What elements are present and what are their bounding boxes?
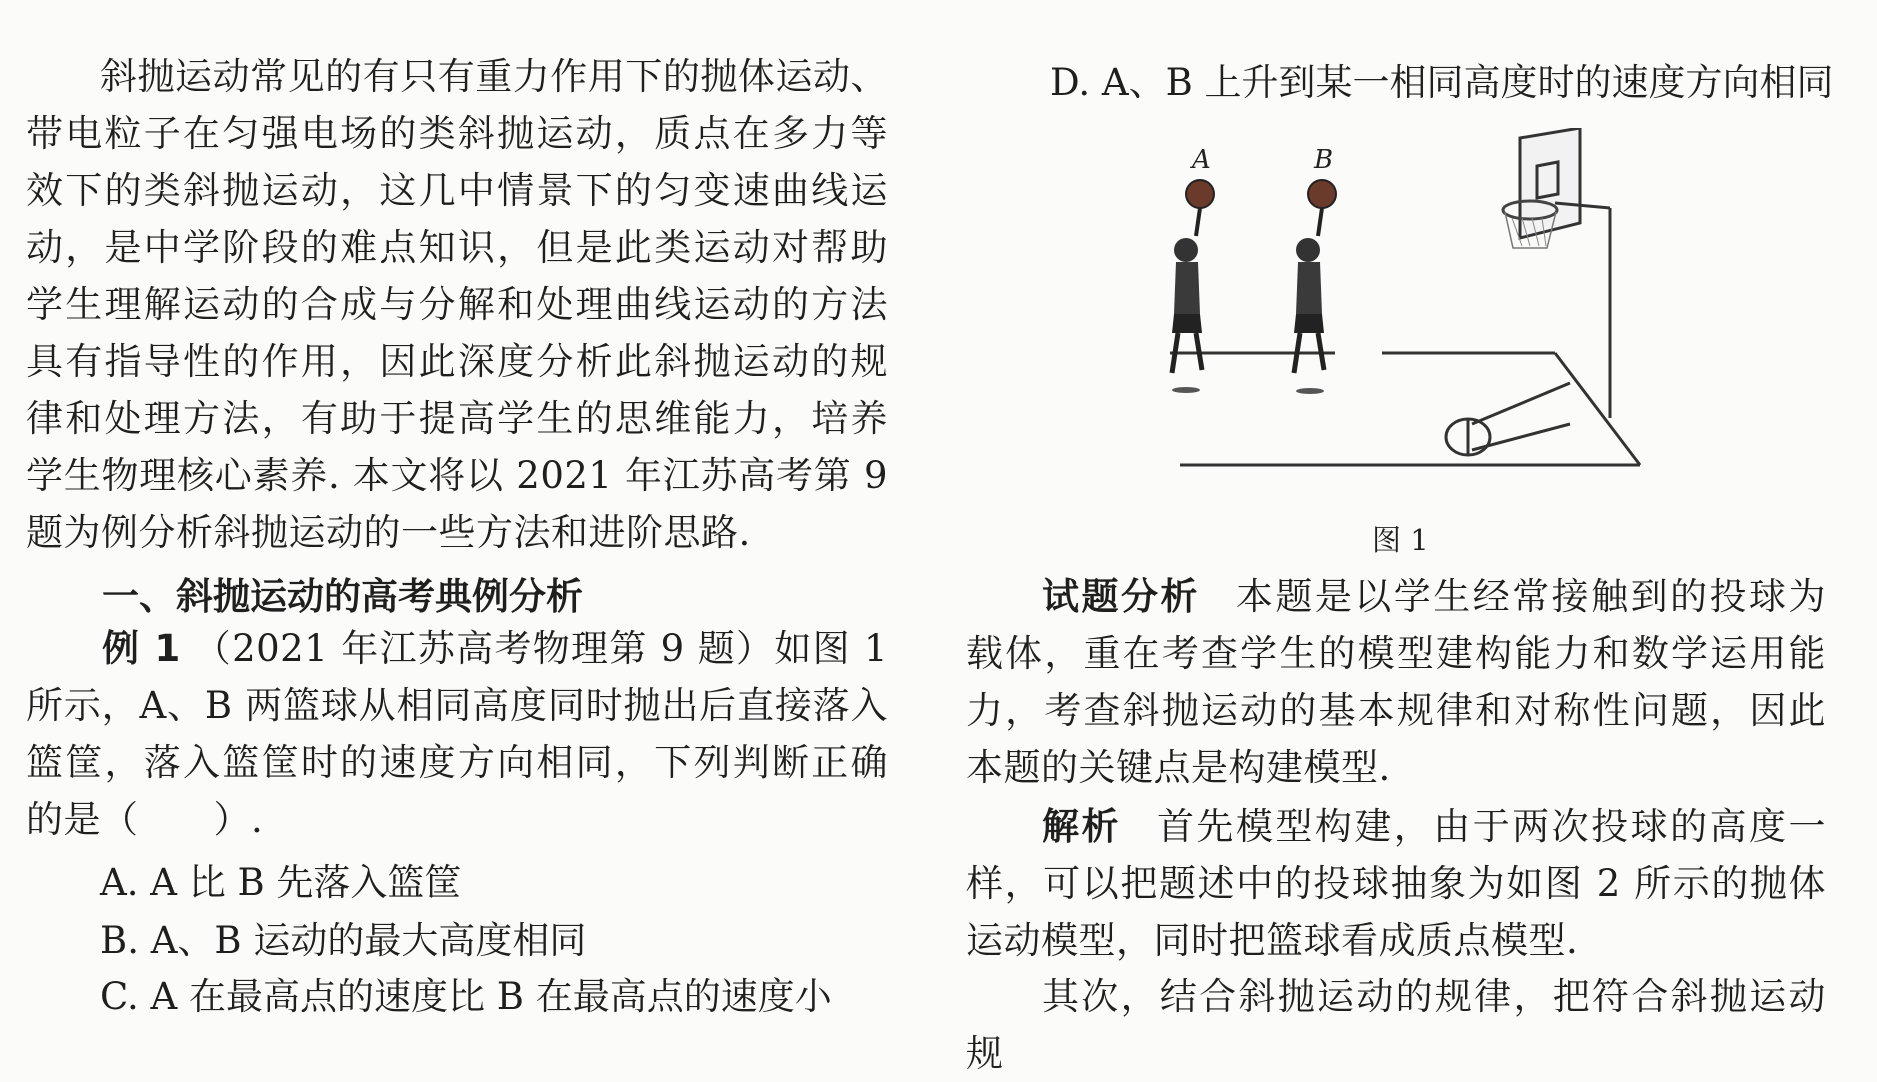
basketball-hoop bbox=[1503, 128, 1610, 418]
example-question bbox=[26, 620, 888, 848]
analysis-text: 本题是以学生经常接触到的投球为载体，重在考查学生的模型建构能力和数学运用能力，考查斜抛运动的基本规律和对称性问题，因此本题的关键点是构建模型. bbox=[966, 575, 1827, 789]
next-paragraph: 其次，结合斜抛运动的规律，把符合斜抛运动规 bbox=[966, 975, 1826, 1075]
example-label: 例 1 bbox=[102, 627, 181, 670]
solution-text: 首先模型构建，由于两次投球的高度一样，可以把题述中的投球抽象为如图 2 所示的抛体运动模型，同时把篮球看成质点模型. bbox=[966, 805, 1827, 962]
option-c: C. A 在最高点的速度比 B 在最高点的速度小 bbox=[100, 975, 832, 1018]
example-text: （2021 年江苏高考物理第 9 题）如图 1 所示，A、B 两篮球从相同高度同时抛出后直接落入篮筐，落入篮筐时的速度方向相同，下列判断正确的是（ ）. bbox=[26, 627, 888, 841]
analysis-paragraph bbox=[966, 568, 1826, 796]
figure-label-b: B bbox=[1314, 145, 1334, 175]
figure-caption: 图 1 bbox=[1372, 523, 1429, 557]
option-b: B. A、B 运动的最大高度相同 bbox=[100, 919, 587, 962]
option-d: D. A、B 上升到某一相同高度时的速度方向相同 bbox=[1050, 61, 1834, 104]
court-lines bbox=[1170, 353, 1640, 465]
analysis-tag: 试题分析 bbox=[1042, 575, 1200, 618]
intro-paragraph: 斜抛运动常见的有只有重力作用下的抛体运动、带电粒子在匀强电场的类斜抛运动，质点在多力等效下的类斜抛运动，这几中情景下的匀变速曲线运动，是中学阶段的难点知识，但是此类运动对帮助学生理解运动的合成与分解和处理曲线运动的方法具有指导性的作用，因此深度分析此斜抛运动的规律和处理方法，有助于提高学生的思维能力，培养学生物理核心素养. 本文将以 2021 年江苏高考第 9 题为例分析斜抛运动的一些方法和进阶思路. bbox=[26, 55, 888, 554]
solution-tag: 解析 bbox=[1042, 805, 1121, 848]
player-b bbox=[1294, 180, 1336, 394]
basketball-figure bbox=[1150, 128, 1670, 488]
solution-paragraph bbox=[966, 798, 1826, 969]
figure-label-a: A bbox=[1192, 145, 1211, 175]
section-heading: 一、斜抛运动的高考典例分析 bbox=[102, 575, 583, 618]
player-a bbox=[1172, 180, 1214, 393]
option-a: A. A 比 B 先落入篮筐 bbox=[100, 861, 462, 904]
